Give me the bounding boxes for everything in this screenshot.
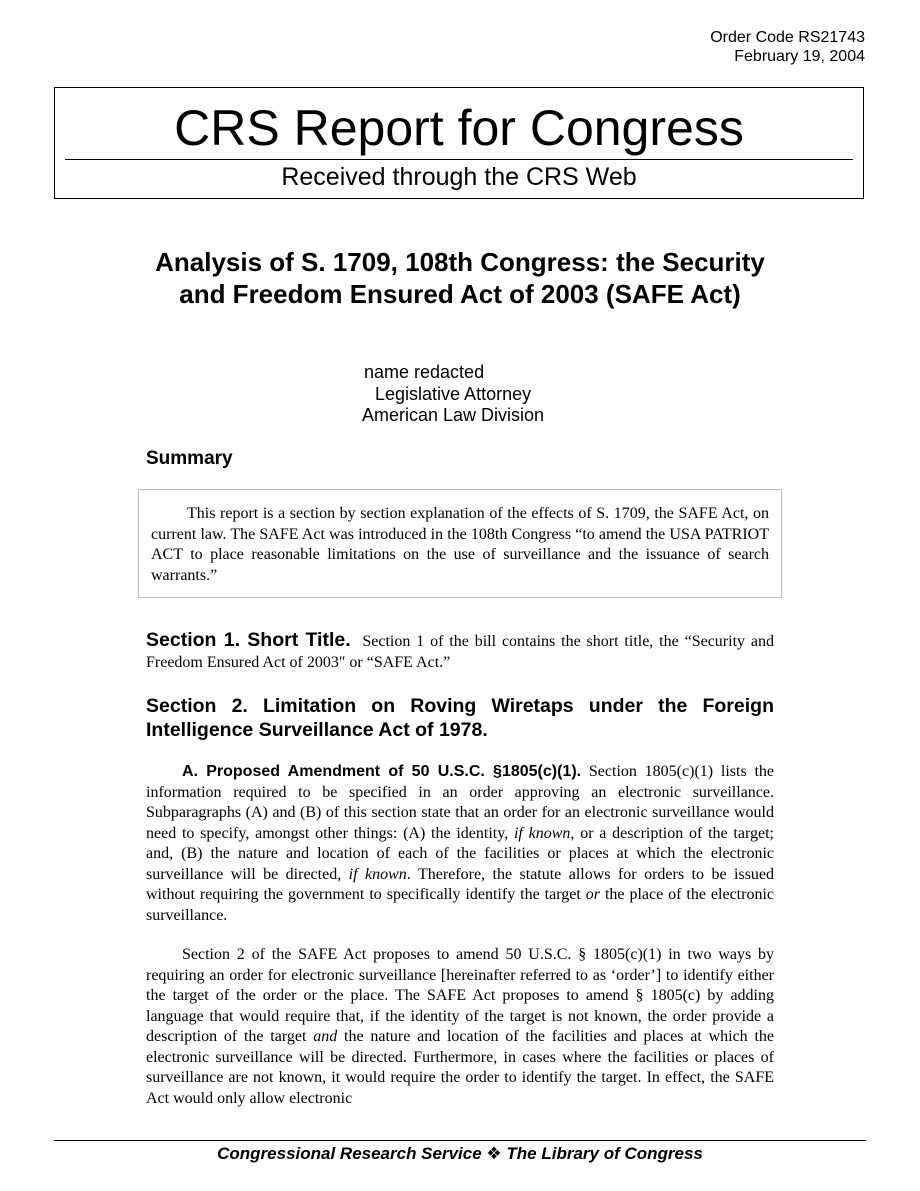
section-1-heading: Section 1. Short Title. [146, 629, 351, 651]
paragraph-1-part-c: . Therefore, the statute allows for orders to be issued without requiring the government to specifically identify the target [146, 865, 775, 903]
paragraph-2-emphasis: and [313, 1028, 338, 1045]
section-1 [146, 630, 774, 673]
author-role: Legislative Attorney [375, 383, 532, 404]
section-2-paragraph-2 [146, 945, 774, 1109]
author-block [0, 362, 920, 427]
section-2-paragraph-1 [146, 762, 774, 926]
report-header-box [54, 87, 864, 199]
paragraph-1-emphasis-1: if known [513, 824, 571, 842]
paragraph-2-part-b: the nature and location of the facilities and places at which the electronic surveillance will be directed. Furthermore, in cases where the facilities or places of surveillance are not known, it would require the order to identify the target. In effect, the SAFE Act would only allow electronic [146, 1028, 774, 1107]
section-2a-subheading: A. Proposed Amendment of 50 U.S.C. §1805(c)(1). [182, 763, 582, 780]
order-info [710, 28, 865, 66]
report-series-title: CRS Report for Congress [174, 100, 744, 156]
footer-library: The Library of Congress [506, 1144, 703, 1163]
paragraph-1-part-d: the place of the electronic surveillance. [146, 886, 775, 924]
footer-org: Congressional Research Service [217, 1144, 482, 1163]
report-date: February 19, 2004 [734, 48, 865, 65]
summary-heading: Summary [146, 448, 233, 469]
paragraph-1-emphasis-2: if known [348, 865, 407, 883]
summary-box [138, 489, 782, 598]
page-footer [0, 1143, 920, 1165]
summary-text: This report is a section by section explanation of the effects of S. 1709, the SAFE Act, on current law. The SAFE Act was introduced in the 108th Congress “to amend the USA PATRIOT ACT to place reasonable limitations on the use of surveillance and the issuance of search warrants.” [151, 505, 769, 584]
report-series-subtitle: Received through the CRS Web [281, 163, 637, 191]
paragraph-1-emphasis-3: or [585, 886, 600, 903]
paragraph-1-part-a: Section 1805(c)(1) lists the information required to be specified in an order approving an electronic surveillance. Subparagraphs (A) and (B) of this section state that an order for an electronic surveillance would need to specify, amongst other things: (A) the identity, [146, 763, 775, 842]
footer-divider [54, 1140, 866, 1141]
section-1-text: Section 1 of the bill contains the short title, the “Security and Freedom Ensured Act of 2003" or “SAFE Act.” [146, 633, 774, 671]
footer-separator-icon: ❖ [486, 1144, 502, 1163]
section-2-heading: Section 2. Limitation on Roving Wiretaps under the Foreign Intelligence Surveillance Act of 1978. [146, 695, 774, 741]
order-code: Order Code RS21743 [710, 29, 865, 46]
paragraph-1-part-b: , or a description of the target; and, (B) the nature and location of each of the facilities or places at which the electronic surveillance will be directed, [146, 824, 774, 883]
header-divider [65, 159, 853, 160]
document-title: Analysis of S. 1709, 108th Congress: the Security and Freedom Ensured Act of 2003 (SAFE Act) [155, 247, 765, 309]
paragraph-2-part-a: Section 2 of the SAFE Act proposes to amend 50 U.S.C. § 1805(c)(1) in two ways by requiring an order for electronic surveillance [hereinafter referred to as ‘order’] to identify either the target of the order or the place. The SAFE Act proposes to amend § 1805(c) by adding language that would require that, if the identity of the target is not known, the order provide a description of the target [146, 946, 774, 1045]
author-name: name redacted [364, 362, 485, 382]
author-division: American Law Division [362, 405, 545, 425]
